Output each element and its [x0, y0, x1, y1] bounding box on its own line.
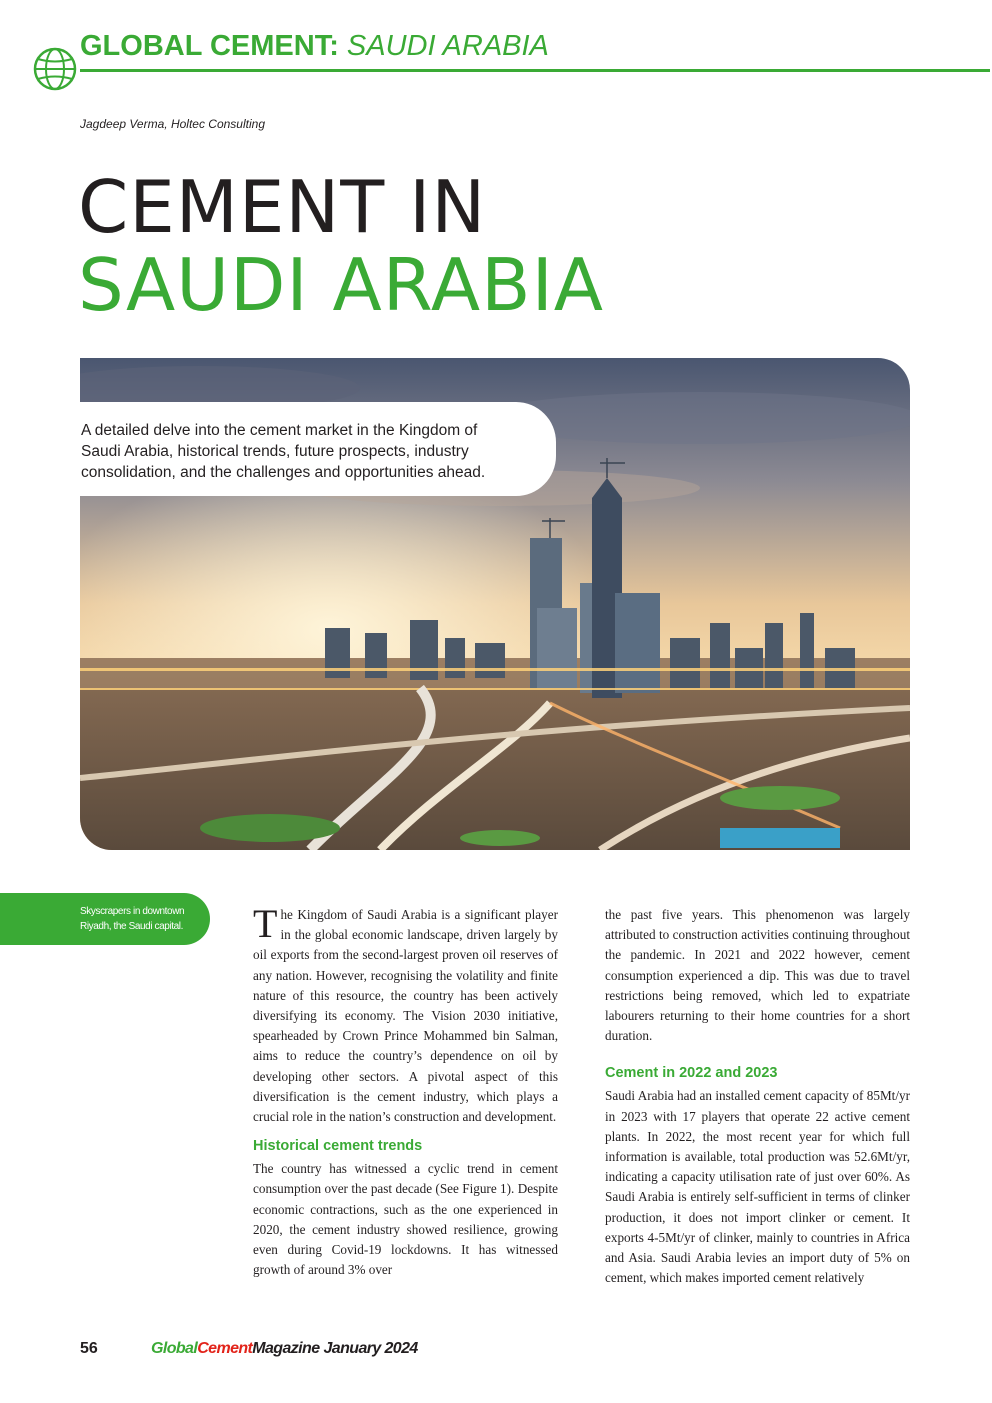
standfirst-box: [56, 402, 556, 496]
section-title: GLOBAL CEMENT: SAUDI ARABIA: [80, 30, 549, 62]
section-header: [32, 24, 990, 76]
magazine-masthead: GlobalCementMagazine January 2024: [151, 1340, 418, 1357]
drop-cap: T: [253, 901, 278, 946]
paragraph-historical-trends: The country has witnessed a cyclic trend in cement consumption over the past decade (See Figure 1). Despite economic contractions, such as the one experienced in 2020, the cement industry showed resilience, growing even during Covid-19 lockdowns. It has witnessed growth of around 3% over: [253, 1161, 558, 1278]
globe-icon: [32, 46, 78, 92]
headline-line2: SAUDI ARABIA: [78, 243, 605, 327]
byline: Jagdeep Verma, Holtec Consulting: [80, 117, 265, 131]
issue-date: January 2024: [323, 1340, 418, 1357]
body-column-2: [605, 905, 910, 1288]
photo-caption-text: Skyscrapers in downtown Riyadh, the Saudi capital.: [80, 906, 185, 932]
paragraph-2022-2023: Saudi Arabia had an installed cement capacity of 85Mt/yr in 2023 with 17 players that operate 22 active cement plants. In 2022, the most recent year for which full information is available, total production was 52.6Mt/yr, indicating a capacity utilisation rate of just over 60%. As Saudi Arabia is entirely self-sufficient in terms of clinker production, it does not import clinker or cement. It exports 4-5Mt/yr of clinker, mainly to countries in Africa and Asia. Saudi Arabia levies an import duty of 5% on cement, which makes imported cement relatively: [605, 1088, 910, 1286]
subheading-2022-2023: Cement in 2022 and 2023: [605, 1065, 778, 1082]
header-rule: [80, 69, 990, 72]
headline: [78, 165, 605, 327]
subheading-historical-trends: Historical cement trends: [253, 1138, 423, 1155]
headline-line1: CEMENT IN: [78, 165, 487, 249]
page-number: 56: [80, 1340, 98, 1357]
standfirst-text: A detailed delve into the cement market in the Kingdom of Saudi Arabia, historical trends, future prospects, industry consolidation, and the challenges and opportunities ahead.: [81, 422, 486, 481]
intro-paragraph: The Kingdom of Saudi Arabia is a significant player in the global economic landscape, driven largely by oil exports from the second-largest proven oil reserves of any nation. However, recognising the volatility and finite nature of this resource, the country has been actively diversifying its economy. The Vision 2030 initiative, spearheaded by Crown Prince Mohammed bin Salman, aims to reduce the country’s dependence on oil by developing other sectors. A pivotal aspect of this diversification is the cement industry, which plays a crucial role in the nation’s construction and development.: [253, 901, 558, 1125]
paragraph-historical-trends-cont: the past five years. This phenomenon was largely attributed to construction activities continuing throughout the pandemic. In 2021 and 2022 however, cement consumption experienced a dip. This was due to travel restrictions being removed, which led to expatriate labourers returning to their home countries for a short duration.: [605, 907, 910, 1044]
body-column-1: [253, 901, 558, 1280]
photo-caption: [0, 893, 210, 945]
